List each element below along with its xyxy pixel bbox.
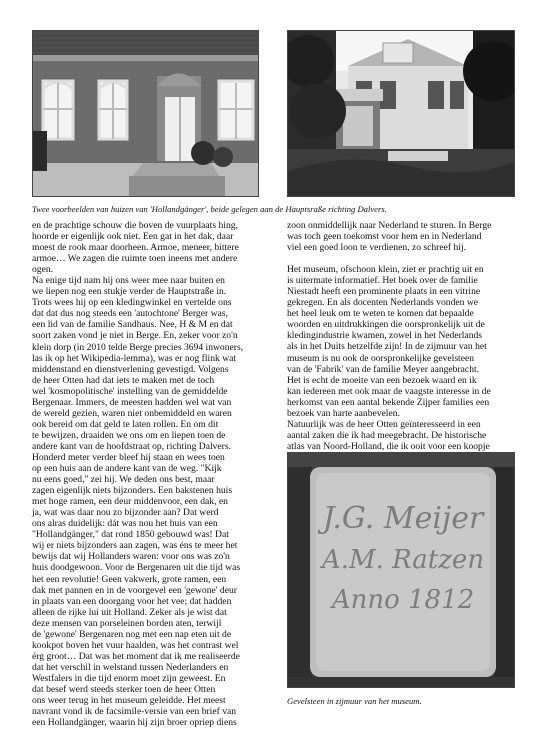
text-line: kookpot boven het vuur haalden, was het contrast wel [32,639,239,651]
text-line: armoe… We zagen die ruimte toen ineens met andere [32,253,238,265]
text-line: alleen de rijke lui uit Holland. Zeker als je wist dat [32,606,227,618]
text-line: dak met pannen en in de voorgevel een 'gewone' deur [32,584,237,596]
text-line: van de 'Fabrik' van de familie Meyer aangebracht. [287,363,480,375]
text-line: Het museum, ofschoon klein, ziet er prachtig uit en [287,264,484,276]
text-line: ogen. [32,264,54,276]
text-line: middenstand en dienstverlening gevestigd. Volgens [32,363,229,375]
text-line: moest de rook maar doorheen. Armoe, meneer, bittere [32,242,239,254]
text-line: kledingindustrie kwamen, zowel in het Nederlands [287,330,483,342]
text-line: ja, wat was daar nou zo bijzonder aan? Dat werd [32,507,219,519]
text-line: te bewijzen, draaiden we ons om en liepen toen de [32,429,226,441]
text-line: dat besef werd steeds sterker toen de heer Otten [32,683,216,695]
text-line: de wereld gezien, waren niet onbemiddeld en waren [32,407,232,419]
text-line: herkomst van een aantal bekende Zijper families een [287,396,490,408]
text-line: dat het verschil in welstand tussen Nederlanders en [32,661,229,673]
text-line: is uitermate informatief. Het boek over de familie [287,275,478,287]
text-line: zagen eigenlijk niets bijzonders. Een bakstenen huis [32,485,233,497]
text-line: was toch geen toekomst voor hem en in Nederland [287,231,482,243]
text-line: andere kant van de hoofdstraat op, richting Dalvers. [32,440,232,452]
text-line: een lid van de familie Sandhaus. Nee, H & M en dat [32,319,233,331]
text-line: "Hollandgänger," dat rond 1850 gebouwd was! Dat [32,529,229,541]
text-line: museum is nu ook de oorspronkelijke gevelsteen [287,352,475,364]
left-text-column [32,220,276,728]
text-line: gekregen. En als docenten Nederlands vonden we [287,297,479,309]
text-line: Niestadt heeft een prominente plaats in een vitrine [287,286,481,298]
text-line: Honderd meter verder bleef hij staan en wees toen [32,451,225,463]
text-line: kan iedereen met ook maar de vaagste interesse in de [287,385,491,397]
text-line: Na enige tijd nam hij ons weer mee naar buiten en [32,275,225,287]
photo-gevelsteen [287,452,515,688]
text-line: wel 'kosmopolitische' instelling van de gemiddelde [32,385,228,397]
text-line: ons weer terug in het museum geleidde. Het meest [32,695,226,707]
text-line: de 'gewone' Bergenaren nog met een nap eten uit de [32,628,232,640]
text-line: woorden en uitdrukkingen die oorspronkelijk uit de [287,319,485,331]
text-line: bewijs dat wij Hollanders waren: voor ons was zo'n [32,551,230,563]
text-line: dat dat dus nog steeds een 'autochtone' Berger was, [32,308,228,320]
text-line: het een revolutie! Geen vakwerk, grote ramen, een [32,573,227,585]
text-line: we liepen nog een stukje verder de Hauptstraße in. [32,286,227,298]
text-line: las ik op het Wikipedia-lemma), was er nog flink wat [32,352,237,364]
paragraph-museum [287,264,519,452]
text-line: Natuurlijk was de heer Otten geïnteresseerd in een [287,418,481,430]
photo-brick-house [32,30,259,197]
text-line: wij er niets bijzonders aan zagen, was éns te meer het [32,540,238,552]
text-line: nu eens goed," zei hij. We deden ons best, maar [32,474,215,486]
text-line: klein dorp (in 2010 telde Berge precies 3694 inwoners, [32,341,244,353]
stone-line-3: Anno 1812 [331,585,475,615]
text-line: érg groot… Dat was het moment dat ik me realiseerde [32,650,240,662]
text-line: Het is echt de moeite van een bezoek waard en ik [287,374,477,386]
text-line: bezoek van harte aanbevelen. [287,407,400,419]
text-line: zoon onmiddellijk naar Nederland te sturen. In Berge [287,220,492,231]
text-line: in plaats van een doorgang voor het vee; dat hadden [32,595,232,607]
text-line: Westfalers in die tijd enorm moet zijn geweest. En [32,672,226,684]
text-line: hoorde er eigenlijk ook niet. Een gat in het dak, daar [32,231,234,243]
text-line: Trots wees hij op een kledingwinkel en vertelde ons [32,297,232,309]
text-line: deze mensen van porseleinen borden aten, terwijl [32,617,222,629]
text-line: met hoge ramen, een deur middenvoor, een dak, en [32,496,228,508]
text-line: Bergenaar. Immers, de meesten hadden wel wat van [32,396,232,408]
text-line: atlas van Noord-Holland, die ik ooit voor een koopje [287,440,490,452]
right-text-column [287,220,519,452]
text-line: het heel leuk om te weten te komen dat bepaalde [287,308,474,320]
text-line: navrant vond ik de facsimile-versie van een brief van [32,706,237,718]
text-line: als in het Duits hetzelfde zijn! In de zijmuur van het [287,341,487,353]
text-line: een Hollandgänger, waarin hij zijn broer opriep diens [32,717,237,729]
text-line: ons alras duidelijk: dát was nou het huis van een [32,518,218,530]
caption-bottom: Gevelsteen in zijmuur van het museum. [287,696,422,706]
photo-villa [287,30,515,197]
text-line: aantal zaken die ik had meegebracht. De historische [287,429,487,441]
stone-line-1: J.G. Meijer [322,501,484,536]
text-line: de heer Otten had dat iets te maken met de toch [32,374,215,386]
text-line: op een huis aan de andere kant van de weg. "Kijk [32,463,222,475]
text-line: ook bereid om dat geld te laten rollen. En om dit [32,418,219,430]
stone-line-2: A.M. Ratzen [321,545,485,575]
text-line: soort zaken vond je niet in Berge. En, zeker voor zo'n [32,330,238,342]
paragraph-museum-intro [287,220,519,253]
caption-top: Twee voorbeelden van huizen van 'Hollandgänger', beide gelegen aan de Hauptsraße richting Dalvers. [32,204,387,214]
text-line: en de prachtige schouw die boven de vuurplaats hing, [32,220,238,231]
text-line: viel een goed loon te verdienen, zo schreef hij. [287,242,467,254]
text-line: huis doodgewoon. Voor de Bergenaren uit die tijd was [32,562,241,574]
